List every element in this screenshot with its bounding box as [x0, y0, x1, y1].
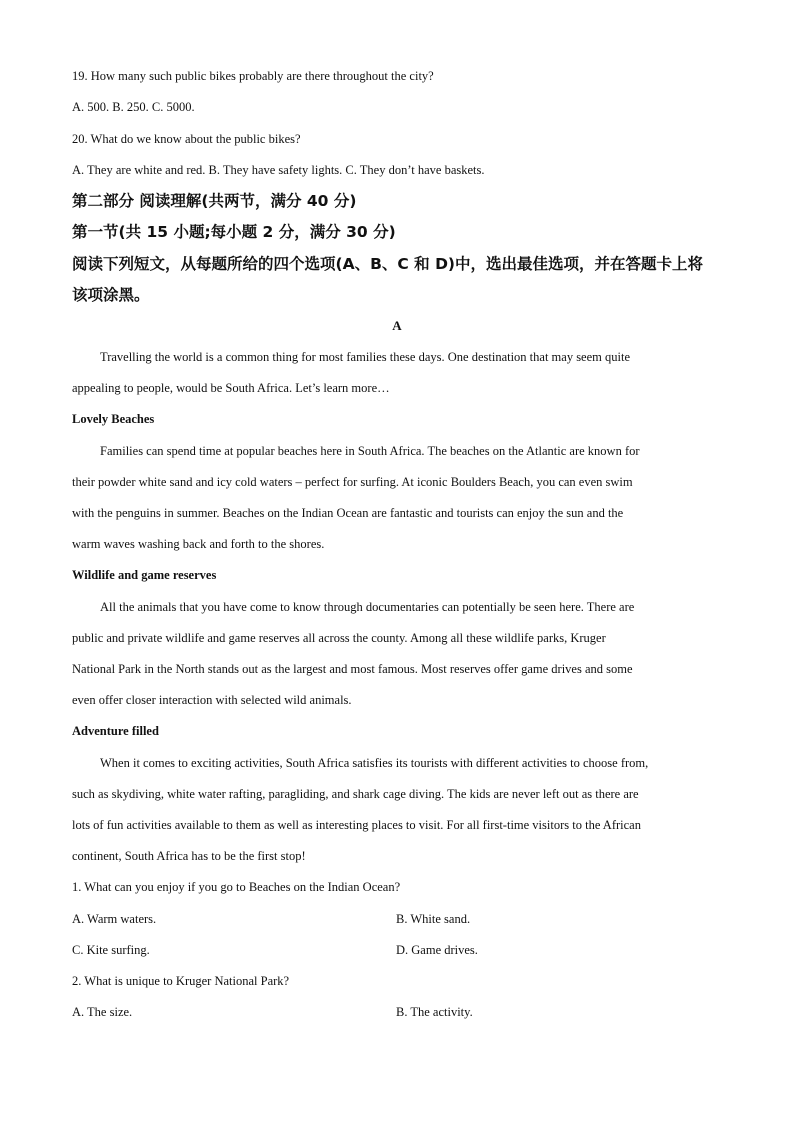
question-2-option-b: B. The activity. [396, 1005, 473, 1019]
question-1-option-d: D. Game drives. [396, 943, 478, 957]
part-two-heading: 第二部分 阅读理解(共两节，满分 40 分) [72, 192, 357, 210]
question-20-options: A. They are white and red. B. They have safety lights. C. They don’t have baskets. [72, 163, 485, 177]
intro-line-1: Travelling the world is a common thing for most families these days. One destination that may seem quite [100, 350, 630, 364]
adventure-line-4: continent, South Africa has to be the first stop! [72, 849, 306, 863]
wildlife-line-1: All the animals that you have come to know through documentaries can potentially be seen here. There are [100, 600, 635, 614]
question-2-option-a: A. The size. [72, 1005, 133, 1019]
adventure-line-3: lots of fun activities available to them as well as interesting places to visit. For all first-time visitors to the African [72, 818, 641, 832]
question-2: 2. What is unique to Kruger National Park? [72, 974, 290, 988]
beaches-line-3: with the penguins in summer. Beaches on the Indian Ocean are fantastic and tourists can enjoy the sun and the [72, 506, 624, 520]
heading-wildlife: Wildlife and game reserves [72, 568, 217, 582]
intro-line-2: appealing to people, would be South Africa. Let’s learn more… [72, 381, 390, 395]
passage-letter: A [392, 318, 402, 333]
question-19-options: A. 500. B. 250. C. 5000. [72, 100, 195, 114]
wildlife-line-3: National Park in the North stands out as the largest and most famous. Most reserves offer game drives and some [72, 662, 633, 676]
beaches-line-2: their powder white sand and icy cold waters – perfect for surfing. At iconic Boulders Beach, you can even swim [72, 475, 633, 489]
wildlife-line-2: public and private wildlife and game reserves all across the county. Among all these wildlife parks, Kruger [72, 631, 606, 645]
question-20: 20. What do we know about the public bikes? [72, 132, 301, 146]
section-one-heading: 第一节(共 15 小题;每小题 2 分，满分 30 分) [72, 223, 396, 241]
heading-adventure: Adventure filled [72, 724, 159, 738]
heading-lovely-beaches: Lovely Beaches [72, 412, 155, 426]
question-19: 19. How many such public bikes probably are there throughout the city? [72, 69, 434, 83]
question-1-option-a: A. Warm waters. [72, 912, 157, 926]
adventure-line-2: such as skydiving, white water rafting, paragliding, and shark cage diving. The kids are never left out as there are [72, 787, 639, 801]
question-1-option-b: B. White sand. [396, 912, 471, 926]
beaches-line-4: warm waves washing back and forth to the shores. [72, 537, 325, 551]
instructions-line-1: 阅读下列短文，从每题所给的四个选项(A、B、C 和 D)中，选出最佳选项，并在答题卡上将 [72, 255, 704, 273]
adventure-line-1: When it comes to exciting activities, South Africa satisfies its tourists with different activities to choose from, [100, 756, 649, 770]
instructions-line-2: 该项涂黑。 [72, 286, 150, 304]
question-1-option-c: C. Kite surfing. [72, 943, 150, 957]
wildlife-line-4: even offer closer interaction with selected wild animals. [72, 693, 352, 707]
question-1: 1. What can you enjoy if you go to Beaches on the Indian Ocean? [72, 880, 401, 894]
beaches-line-1: Families can spend time at popular beaches here in South Africa. The beaches on the Atlantic are known for [100, 444, 640, 458]
